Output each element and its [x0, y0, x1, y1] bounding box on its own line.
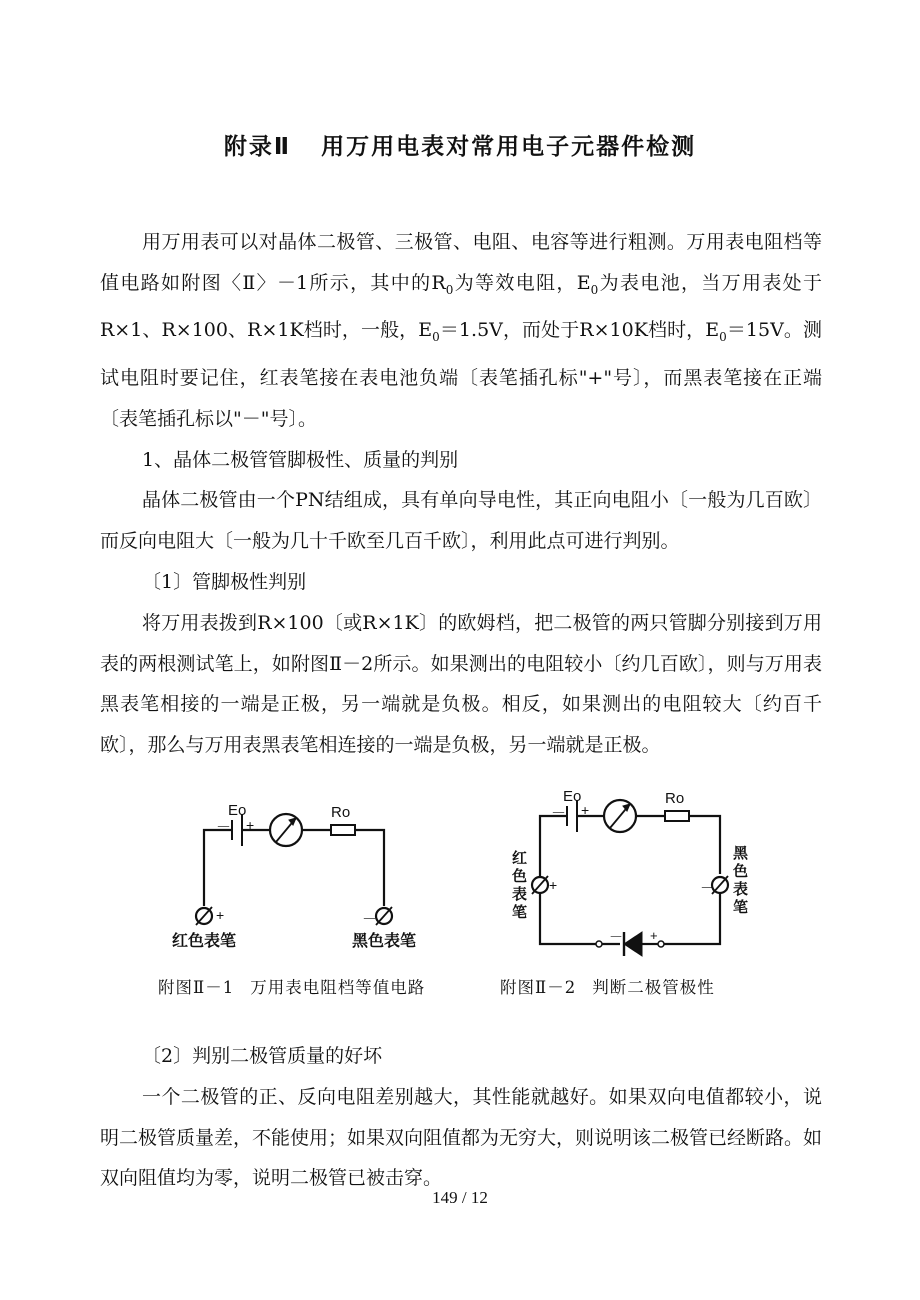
fig2-resistor [665, 811, 689, 821]
subsection2-heading: 〔2〕判别二极管质量的好坏 [142, 1045, 383, 1067]
fig1-wire-right [355, 830, 384, 906]
svg-text:+: + [549, 877, 558, 893]
fig1-resistor [331, 825, 355, 835]
fig1-black-minus: － [362, 911, 378, 928]
fig1-plus-label: + [246, 817, 255, 833]
fig1-minus-label: － [216, 819, 232, 836]
svg-text:笔: 笔 [512, 904, 528, 921]
fig2-diode-icon [624, 932, 642, 956]
page-number: 149 / 12 [432, 1188, 488, 1207]
svg-text:色: 色 [733, 863, 749, 880]
title-text: 用万用电表对常用电子元器件检测 [321, 134, 697, 160]
svg-text:表: 表 [733, 881, 749, 898]
fig1-red-plus: + [216, 907, 225, 923]
section1-heading: 1、晶体二极管管脚极性、质量的判别 [142, 448, 459, 471]
subsection1-paragraph: 将万用表拨到R×100〔或R×1K〕的欧姆档，把二极管的两只管脚分别接到万用表的两根测试笔上，如附图Ⅱ－2所示。如果测出的电阻较小〔约几百欧〕，则与万用表黑表笔相接的一端是正极，另一端就是负极。相反，如果测出的电阻较大〔约百千欧〕，那么与万用表黑表笔相连接的一端是负极，另一端就是正极。 [100, 611, 822, 757]
fig1-e-label: Eo [228, 802, 247, 819]
section1-paragraph: 晶体二极管由一个PN结组成，具有单向导电性，其正向电阻小〔一般为几百欧〕而反向电阻大〔一般为几十千欧至几百千欧〕，利用此点可进行判别。 [100, 489, 822, 553]
figures [0, 782, 920, 1012]
subsection1-heading: 〔1〕管脚极性判别 [142, 570, 307, 593]
intro-paragraph: 用万用表可以对晶体二极管、三极管、电阻、电容等进行粗测。万用表电阻档等值电路如附图〈Ⅱ〉－1所示，其中的$R_0$为等效电阻，$E_0$为表电池，当万用表处于R×1、R×100、R×1K档时，一般，$E_0=1.5V$，而处于R×10K档时，$E_0=15V$。测试电阻时要记住，红表笔接在表电池负端〔表笔插孔标"+"号〕，而黑表笔接在正端〔表笔插孔标以"－"号〕。 [100, 231, 822, 430]
page-title [0, 128, 920, 161]
fig2-wire-right-top [689, 816, 720, 874]
fig1-red-probe-label: 红色表笔 [172, 933, 237, 950]
figure-2-caption: 附图Ⅱ－2 判断二极管极性 [500, 978, 715, 997]
svg-text:笔: 笔 [733, 899, 749, 916]
fig2-e-label: Eo [563, 788, 582, 805]
svg-text:+: + [581, 802, 590, 818]
svg-text:－: － [551, 805, 567, 822]
body-text [100, 222, 822, 766]
svg-text:－: － [700, 880, 716, 897]
fig2-black-label: 黑 [733, 845, 749, 862]
subsection2-paragraph: 一个二极管的正、反向电阻差别越大，其性能就越好。如果双向电值都较小，说明二极管质量差，不能使用；如果双向阻值都为无穷大，则说明该二极管已经断路。如双向阻值均为零，说明二极管已被击穿。 [100, 1085, 823, 1190]
figure-2-diode-polarity [532, 800, 728, 956]
title-appendix: 附录Ⅱ [223, 134, 292, 160]
fig2-wire-left-bottom [540, 894, 596, 944]
svg-text:色: 色 [512, 868, 528, 885]
fig2-red-label: 红 [512, 850, 528, 867]
svg-text:表: 表 [512, 886, 528, 903]
figure-1-caption: 附图Ⅱ－1 万用表电阻档等值电路 [158, 978, 426, 997]
fig1-black-probe-label: 黑色表笔 [352, 933, 417, 950]
fig1-r-label: Ro [331, 804, 351, 821]
svg-text:－: － [609, 929, 623, 945]
section-2 [100, 1036, 822, 1199]
fig2-r-label: Ro [665, 790, 685, 807]
fig1-wire-left [204, 830, 232, 906]
svg-text:+: + [650, 928, 658, 943]
fig2-wire-right-bottom [664, 894, 720, 944]
fig2-wire-left-top [540, 816, 567, 876]
